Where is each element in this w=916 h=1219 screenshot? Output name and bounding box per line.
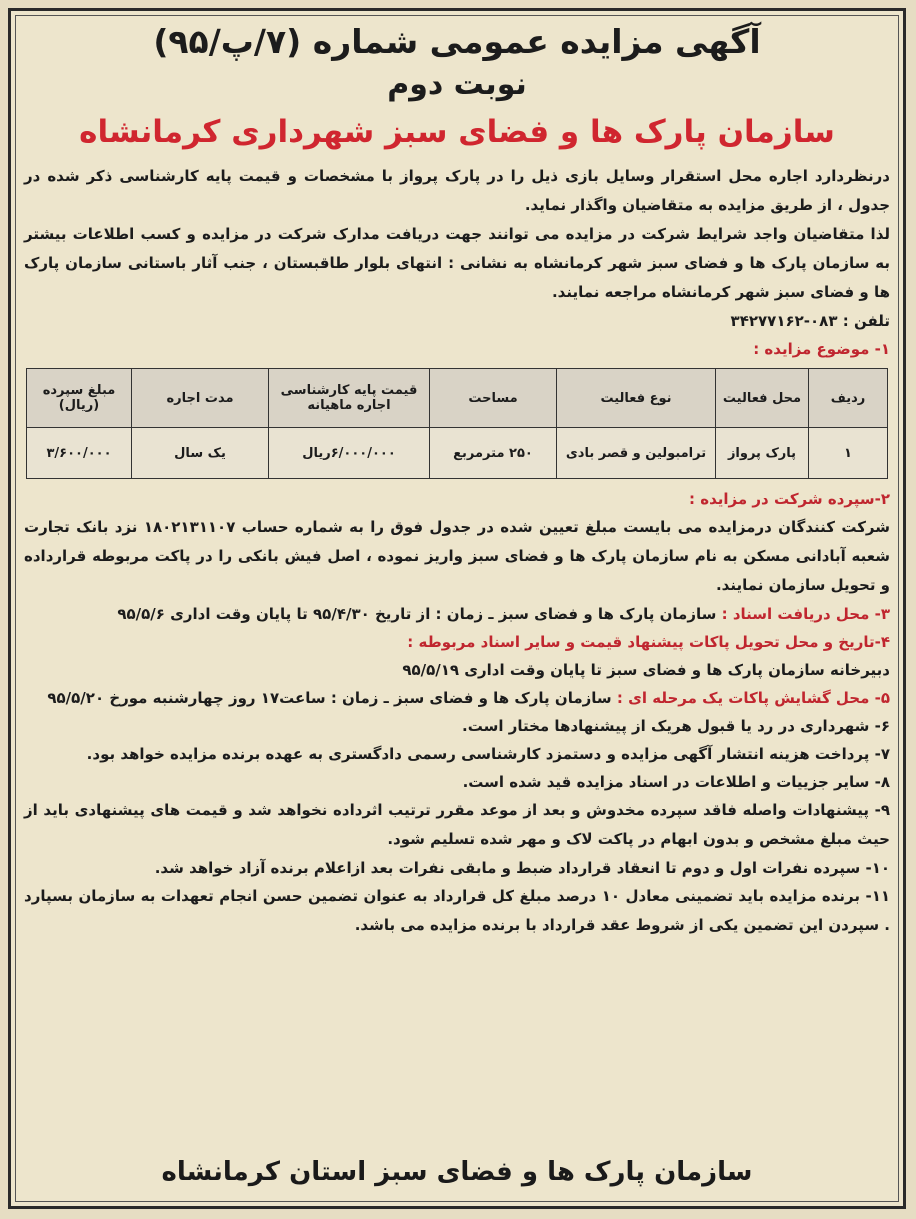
inner-frame [15,15,899,1202]
cell-duration: یک سال [132,428,269,479]
item-8: ۸- سایر جزییات و اطلاعات در اسناد مزایده قید شده است. [462,773,890,791]
section3-text: سازمان پارک ها و فضای سبز ـ زمان : از تاریخ ۹۵/۴/۳۰ تا پایان وقت اداری ۹۵/۵/۶ [117,605,717,623]
notice-content [24,16,890,1201]
cell-row-no: ۱ [809,428,888,479]
cell-deposit: ۳/۶۰۰/۰۰۰ [27,428,132,479]
section4-label: ۴-تاریخ و محل تحویل پاکات پیشنهاد قیمت و سایر اسناد مربوطه : [407,633,890,651]
section5-line [24,684,890,712]
auction-table [26,368,888,479]
col-header-row-no: ردیف [809,369,888,428]
notice-page [8,8,906,1209]
cell-location: پارک پرواز [716,428,809,479]
col-header-base-price: قیمت پایه کارشناسی اجاره ماهیانه [269,369,430,428]
col-header-activity: نوع فعالیت [557,369,716,428]
section3-line [24,600,890,628]
col-header-duration: مدت اجاره [132,369,269,428]
intro-paragraph-1: درنظردارد اجاره محل استقرار وسایل بازی ذیل را در پارک پرواز با مشخصات و قیمت پایه کارشناسی ذکر شده در جدول ، از طریق مزایده به متقاضیان واگذار نماید. [24,167,890,214]
section4-text: دبیرخانه سازمان پارک ها و فضای سبز تا پایان وقت اداری ۹۵/۵/۱۹ [402,661,890,679]
col-header-area: مساحت [430,369,557,428]
phone-line: تلفن : ۰۸۳-۳۴۲۷۷۱۶۲ [730,312,890,330]
notice-round: نوبت دوم [387,67,527,102]
intro-paragraph-2: لذا متقاضیان واجد شرایط شرکت در مزایده می توانند جهت دریافت مدارک شرکت در مزایده و کسب اطلاعات بیشتر به سازمان پارک ها و فضای سبز شهر کرمانشاه به نشانی : انتهای بلوار طاقبستان ، جنب آثار باستانی سازمان پارک ها و فضای سبز شهر کرمانشاه مراجعه نمایند. [24,225,890,301]
col-header-deposit: مبلغ سپرده (ریال) [27,369,132,428]
col-header-location: محل فعالیت [716,369,809,428]
section2-heading: ۲-سپرده شرکت در مزایده : [689,490,890,508]
table-row [27,428,888,479]
section1-heading: ۱- موضوع مزایده : [753,340,890,358]
section5-label: ۵- محل گشایش پاکات یک مرحله ای : [616,689,890,707]
section2-text: شرکت کنندگان درمزایده می بایست مبلغ تعیین شده در جدول فوق را به شماره حساب ۱۸۰۲۱۳۱۱۰۷ نزد بانک تجارت شعبه آبادانی مسکن به نام سازمان پارک ها و فضای سبز واریز نموده ، اصل فیش بانکی را در پاکت مربوطه قرارداده و تحویل سازمان نمایند. [24,518,890,594]
table-header-row [27,369,888,428]
item-7: ۷- پرداخت هزینه انتشار آگهی مزایده و دستمزد کارشناسی رسمی دادگستری به عهده برنده مزایده خواهد بود. [86,745,890,763]
footer-organization: سازمان پارک ها و فضای سبز استان کرمانشاه [161,1157,753,1187]
cell-base-price: ۶/۰۰۰/۰۰۰ریال [269,428,430,479]
item-9: ۹- پیشنهادات واصله فاقد سپرده مخدوش و بعد از موعد مقرر ترتیب اثرداده نخواهد شد و قیمت های پیشنهادی باید از حیث مبلغ مشخص و بدون ابهام در پاکت لاک و مهر شده تسلیم شود. [24,801,890,848]
item-10: ۱۰- سپرده نفرات اول و دوم تا انعقاد قرارداد ضبط و مابقی نفرات بعد ازاعلام برنده آزاد خواهد شد. [154,859,890,877]
organization-title: سازمان پارک ها و فضای سبز شهرداری کرمانشاه [79,114,835,150]
section5-text: سازمان پارک ها و فضای سبز ـ زمان : ساعت۱۷ روز چهارشنبه مورخ ۹۵/۵/۲۰ [47,689,612,707]
cell-activity: ترامبولین و قصر بادی [557,428,716,479]
item-6: ۶- شهرداری در رد یا قبول هریک از پیشنهادها مختار است. [462,717,890,735]
cell-area: ۲۵۰ مترمربع [430,428,557,479]
item-11: ۱۱- برنده مزایده باید تضمینی معادل ۱۰ درصد مبلغ کل قرارداد به عنوان تضمین حسن انجام تعهدات به سازمان بسپارد . سپردن این تضمین یکی از شروط عقد قرارداد با برنده مزایده می باشد. [24,887,890,934]
notice-title: آگهی مزایده عمومی شماره (۷/پ/۹۵) [153,22,761,61]
section3-label: ۳- محل دریافت اسناد : [721,605,890,623]
